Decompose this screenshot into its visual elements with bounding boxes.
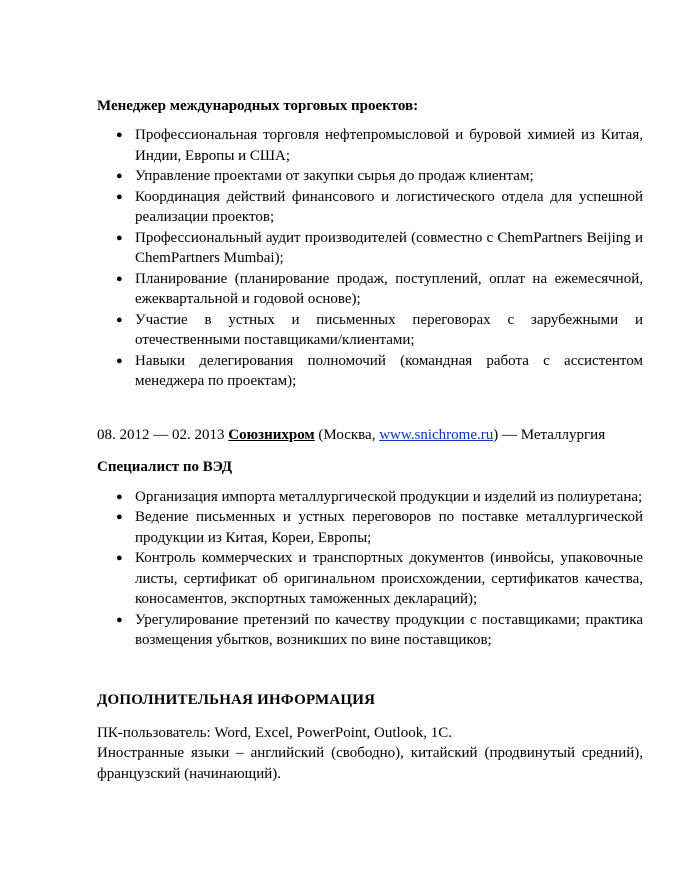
bullet-icon: ● xyxy=(116,272,123,285)
list-item: ● Навыки делегирования полномочий (командная работа с ассистентом менеджера по проектам); xyxy=(116,352,643,389)
company-website-link[interactable]: www.snichrome.ru xyxy=(379,426,494,443)
list-item: ● Участие в устных и письменных переговорах с зарубежными и отечественными поставщиками/клиентами; xyxy=(116,311,643,348)
languages-line: Иностранные языки – английский (свободно), китайский (продвинутый средний), французский (начинающий). xyxy=(97,745,643,782)
list-item: ● Профессиональный аудит производителей (совместно с ChemPartners Beijing и ChemPartners Mumbai); xyxy=(116,229,643,266)
job-period: 08. 2012 — 02. 2013 xyxy=(97,426,225,443)
list-item: ● Ведение письменных и устных переговоров по поставке металлургической продукции из Китая, Кореи, Европы; xyxy=(116,509,643,546)
list-item: ● Урегулирование претензий по качеству продукции с поставщиками; практика возмещения убытков, возникших по вине поставщиков; xyxy=(116,611,643,648)
bullet-icon: ● xyxy=(116,170,123,182)
bullet-icon: ● xyxy=(116,231,123,244)
list-item: ● Планирование (планирование продаж, поступлений, оплат на ежемесячной, ежеквартальной и годовой основе); xyxy=(116,270,643,307)
role-title-trade-projects: Менеджер международных торговых проектов: xyxy=(97,98,419,114)
bullet-icon: ● xyxy=(116,354,123,367)
list-item: ● Контроль коммерческих и транспортных документов (инвойсы, упаковочные листы, сертификат об оригинальном происхождении, сертификатов качества, коносаментов, экспортных таможенных деклараций); xyxy=(116,550,643,607)
list-item: ● Координация действий финансового и логистического отдела для успешной реализации проектов; xyxy=(116,188,643,225)
bullet-icon: ● xyxy=(116,129,123,141)
bullet-icon: ● xyxy=(116,313,123,326)
additional-info-heading: ДОПОЛНИТЕЛЬНАЯ ИНФОРМАЦИЯ xyxy=(97,691,376,708)
list-item: ● Профессиональная торговля нефтепромысловой и буровой химией из Китая, Индии, Европы и США; xyxy=(116,127,643,164)
job-location-suffix: ) xyxy=(493,426,499,443)
bullet-icon: ● xyxy=(116,490,123,503)
bullet-icon: ● xyxy=(116,511,123,523)
role1-bullet-list xyxy=(97,125,643,392)
company-name[interactable]: Союзнихром xyxy=(228,426,315,443)
role2-bullet-list xyxy=(97,487,643,651)
role-title-fea-specialist: Специалист по ВЭД xyxy=(97,458,233,475)
list-item: ● Организация импорта металлургической продукции и изделий из полиуретана; xyxy=(97,487,643,508)
list-item: ● Управление проектами от закупки сырья до продаж клиентам; xyxy=(97,166,643,187)
resume-page xyxy=(97,96,643,784)
job-industry: — Металлургия xyxy=(501,426,606,443)
bullet-icon: ● xyxy=(116,552,123,564)
bullet-icon: ● xyxy=(116,190,123,203)
job-header-soyuznikhrom xyxy=(97,425,643,445)
job-location-prefix: (Москва, xyxy=(318,426,376,443)
bullet-icon: ● xyxy=(116,613,123,626)
pc-skills-line: ПК-пользователь: Word, Excel, PowerPoint, Outlook, 1С. xyxy=(97,724,452,741)
